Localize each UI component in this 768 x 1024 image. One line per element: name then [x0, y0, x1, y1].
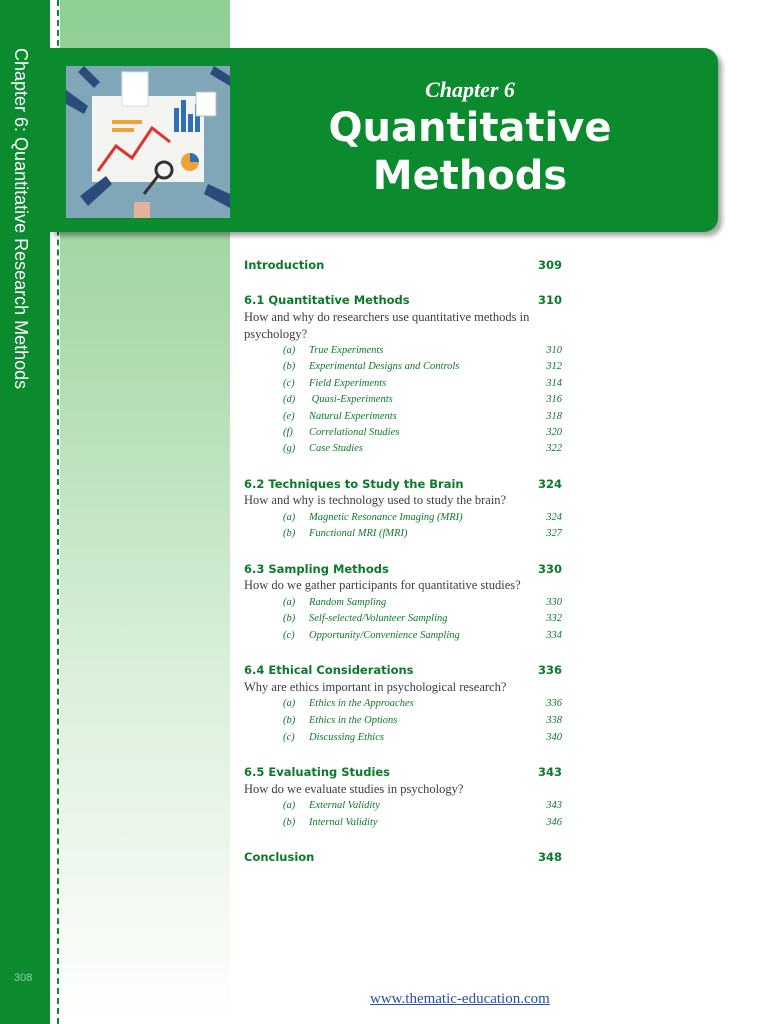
toc-item-label: (a) — [283, 512, 296, 523]
toc-item-label: (b) — [283, 361, 296, 372]
toc-section-title: 6.4 Ethical Considerations — [244, 663, 414, 677]
toc-item-page: 346 — [546, 817, 562, 828]
toc-item-title: Random Sampling — [309, 597, 387, 608]
toc-section-page: 348 — [537, 850, 562, 864]
chapter-illustration — [66, 66, 230, 218]
toc-item — [283, 817, 562, 828]
toc-section-page: 336 — [537, 663, 562, 677]
toc-item-page: 336 — [546, 698, 562, 709]
toc-item-label: (c) — [283, 732, 295, 743]
toc-item — [283, 443, 562, 454]
question-line: How and why do researchers use quantitative methods in — [244, 310, 530, 324]
toc-item-title: Ethics in the Options — [309, 715, 398, 726]
toc-item — [283, 411, 562, 422]
toc-item-label: (a) — [283, 800, 296, 811]
toc-section-question — [244, 577, 544, 594]
page-number: 308 — [14, 972, 33, 984]
toc-item — [283, 698, 562, 709]
toc-item-page: 343 — [546, 800, 562, 811]
toc-item-title: Opportunity/Convenience Sampling — [309, 630, 460, 641]
toc-item — [283, 630, 562, 641]
toc-section — [244, 663, 562, 677]
toc-item-page: 332 — [546, 613, 562, 624]
toc-item-title: Experimental Designs and Controls — [309, 361, 460, 372]
toc-item-page: 330 — [546, 597, 562, 608]
toc-section-page: 343 — [537, 765, 562, 779]
toc-section — [244, 562, 562, 576]
question-line: How do we gather participants for quantitative studies? — [244, 578, 521, 592]
toc-item-title: Functional MRI (fMRI) — [309, 528, 408, 539]
chapter-title-line2: Methods — [372, 153, 568, 199]
toc-item-title: Quasi-Experiments — [309, 394, 393, 405]
toc-introduction — [244, 258, 562, 272]
toc-item-label: (a) — [283, 698, 296, 709]
toc-section-title: 6.3 Sampling Methods — [244, 562, 389, 576]
toc-item — [283, 394, 562, 405]
toc-item-title: Magnetic Resonance Imaging (MRI) — [309, 512, 463, 523]
toc-item-title: True Experiments — [309, 345, 384, 356]
toc-item-page: 340 — [546, 732, 562, 743]
toc-section-title: 6.1 Quantitative Methods — [244, 293, 410, 307]
toc-item — [283, 378, 562, 389]
toc-item-label: (b) — [283, 715, 296, 726]
toc-item-label: (c) — [283, 630, 295, 641]
toc-item-page: 324 — [546, 512, 562, 523]
toc-item-title: Discussing Ethics — [309, 732, 384, 743]
toc-item-label: (a) — [283, 597, 296, 608]
question-line: psychology? — [244, 327, 308, 341]
toc-item — [283, 427, 562, 438]
toc-section-title: Introduction — [244, 258, 325, 272]
toc-item-page: 334 — [546, 630, 562, 641]
toc-item-label: (b) — [283, 528, 296, 539]
toc-section-title: Conclusion — [244, 850, 315, 864]
toc-item — [283, 715, 562, 726]
toc-item — [283, 512, 562, 523]
toc-section-title: 6.2 Techniques to Study the Brain — [244, 477, 464, 491]
toc-item-label: (b) — [283, 613, 296, 624]
toc-section — [244, 477, 562, 491]
question-line: Why are ethics important in psychological research? — [244, 680, 507, 694]
toc-section-page: 330 — [537, 562, 562, 576]
running-chapter-title: Chapter 6: Quantitative Research Methods — [11, 48, 31, 390]
toc-item-label: (c) — [283, 378, 295, 389]
chapter-title — [320, 104, 620, 200]
toc-conclusion — [244, 850, 562, 864]
website-link[interactable]: www.thematic-education.com — [370, 991, 550, 1007]
toc-item-label: (b) — [283, 817, 296, 828]
toc-item-title: Natural Experiments — [309, 411, 397, 422]
toc-item — [283, 361, 562, 372]
question-line: How do we evaluate studies in psychology? — [244, 782, 464, 796]
toc-item-page: 310 — [546, 345, 562, 356]
toc-item-label: (f) — [283, 427, 293, 438]
toc-item-title: Case Studies — [309, 443, 363, 454]
toc-section — [244, 293, 562, 307]
toc-item — [283, 345, 562, 356]
toc-item-label: (d) — [283, 394, 296, 405]
toc-item-page: 312 — [546, 361, 562, 372]
toc-item — [283, 732, 562, 743]
toc-item-label: (g) — [283, 443, 296, 454]
question-line: How and why is technology used to study the brain? — [244, 493, 507, 507]
toc-item-page: 314 — [546, 378, 562, 389]
toc-section-question — [244, 781, 544, 798]
toc-section-page: 324 — [537, 477, 562, 491]
toc-item — [283, 613, 562, 624]
chapter-number: Chapter 6 — [425, 77, 515, 102]
toc-item-title: Correlational Studies — [309, 427, 400, 438]
toc-item — [283, 597, 562, 608]
toc-item-title: External Validity — [309, 800, 380, 811]
chapter-title-line1: Quantitative — [328, 105, 612, 151]
toc-item-page: 322 — [546, 443, 562, 454]
toc-item-title: Ethics in the Approaches — [309, 698, 414, 709]
toc-section-page: 310 — [537, 293, 562, 307]
toc-section-question — [244, 679, 544, 696]
toc-section-page: 309 — [537, 258, 562, 272]
toc-item — [283, 800, 562, 811]
toc-section-title: 6.5 Evaluating Studies — [244, 765, 391, 779]
toc-item-label: (e) — [283, 411, 295, 422]
toc-item-page: 338 — [546, 715, 562, 726]
toc-item-page: 318 — [546, 411, 562, 422]
toc-item-page: 327 — [546, 528, 562, 539]
toc-section — [244, 765, 562, 779]
toc-item-page: 316 — [546, 394, 562, 405]
toc-item-page: 320 — [546, 427, 562, 438]
toc-section-question — [244, 492, 544, 509]
toc-section-question — [244, 309, 544, 343]
toc-item-title: Self-selected/Volunteer Sampling — [309, 613, 448, 624]
toc-item-title: Field Experiments — [309, 378, 387, 389]
toc-item — [283, 528, 562, 539]
toc-item-title: Internal Validity — [309, 817, 378, 828]
toc-item-label: (a) — [283, 345, 296, 356]
